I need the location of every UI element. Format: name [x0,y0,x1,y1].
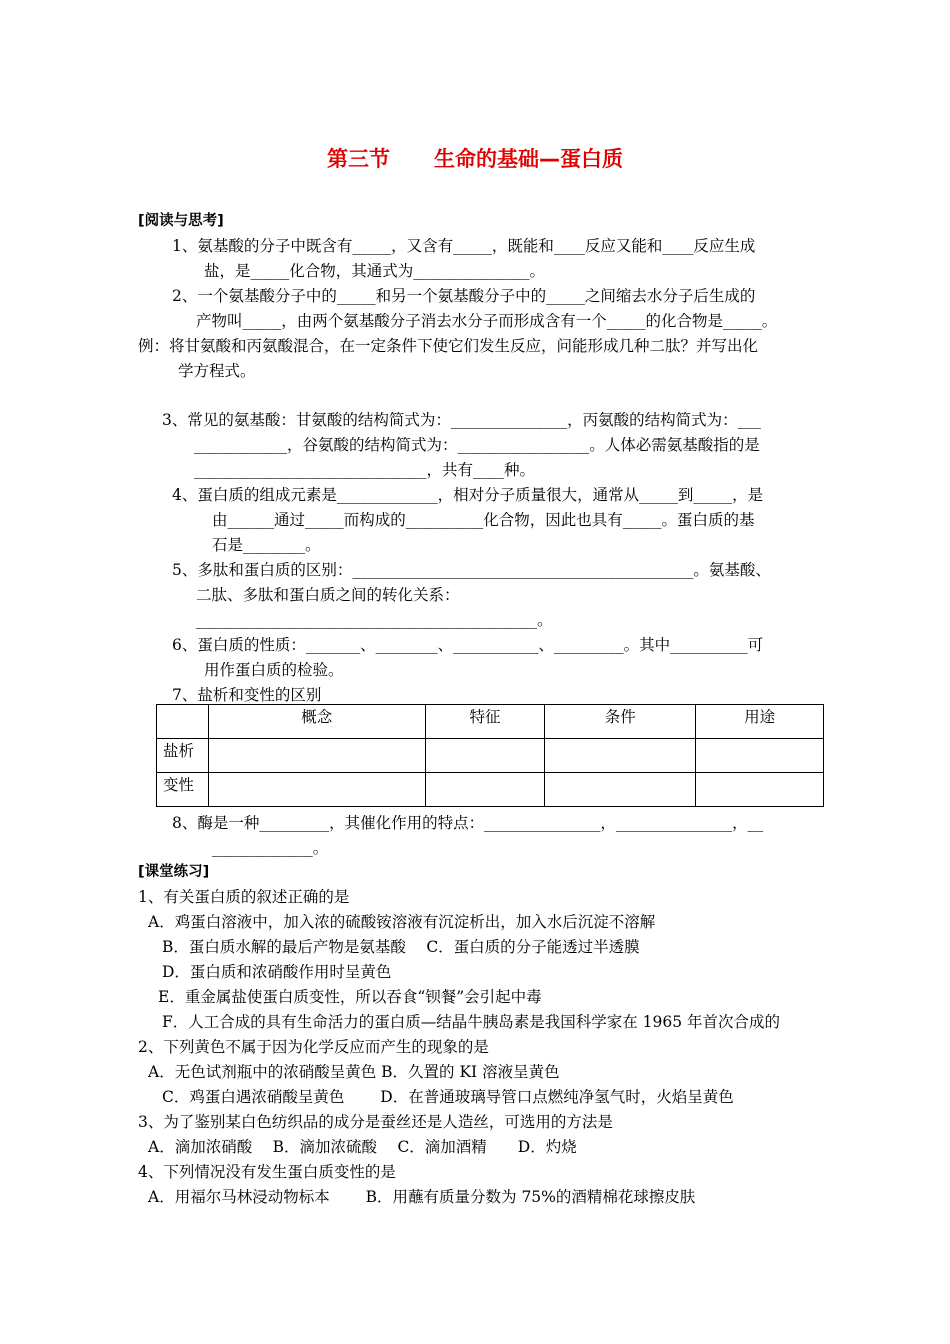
table-row-label: 变性 [157,773,209,807]
table-cell [545,773,696,807]
option-line: E．重金属盐使蛋白质变性，所以吞食“钡餐”会引起中毒 [158,988,542,1006]
table-header-row [157,705,824,739]
question-line: 1、有关蛋白质的叙述正确的是 [138,888,350,906]
reading-line: 学方程式。 [178,362,256,380]
table-cell [696,739,824,773]
reading-line: ____________________________________________。 [196,611,553,629]
reading-line: 7、盐析和变性的区别 [172,686,322,704]
comparison-table [156,704,824,807]
table-cell [545,739,696,773]
reading-line: 盐，是_____化合物，其通式为_______________。 [204,262,546,280]
table-header-cell: 条件 [545,705,696,739]
option-line: A．用福尔马林浸动物标本 B．用蘸有质量分数为 75%的酒精棉花球擦皮肤 [148,1188,696,1206]
table-cell [696,773,824,807]
table-cell [425,739,545,773]
reading-line: 4、蛋白质的组成元素是_____________，相对分子质量很大，通常从_____到_____，是 [172,486,764,504]
reading-line: 6、蛋白质的性质：_______、________、___________、_________。其中__________可 [172,636,764,654]
reading-line: _____________。 [212,839,329,857]
reading-header: [阅读与思考] [138,213,224,229]
table-cell [208,773,425,807]
table-header-cell: 用途 [696,705,824,739]
reading-line: 1、氨基酸的分子中既含有_____，又含有_____，既能和____反应又能和____反应生成 [172,237,756,255]
option-line: A．鸡蛋白溶液中，加入浓的硫酸铵溶液有沉淀析出，加入水后沉淀不溶解 [148,913,656,931]
reading-line: ______________________________，共有____种。 [194,461,536,479]
table-header-cell: 概念 [208,705,425,739]
reading-line: 8、酶是一种_________，其催化作用的特点：_______________，_______________，__ [172,814,764,832]
question-line: 2、下列黄色不属于因为化学反应而产生的现象的是 [138,1038,489,1056]
table-row-label: 盐析 [157,739,209,773]
table-row [157,739,824,773]
reading-line: 例：将甘氨酸和丙氨酸混合，在一定条件下使它们发生反应，问能形成几种二肽？并写出化 [138,337,759,355]
table-cell [425,773,545,807]
option-line: F．人工合成的具有生命活力的蛋白质—结晶牛胰岛素是我国科学家在 1965 年首次合成的 [162,1013,781,1031]
option-line: B．蛋白质水解的最后产物是氨基酸 C．蛋白质的分子能透过半透膜 [162,938,640,956]
title-section-number: 第三节 [327,147,390,171]
title-topic: 生命的基础—蛋白质 [434,147,623,171]
option-line: D．蛋白质和浓硝酸作用时呈黄色 [162,963,392,981]
option-line: A．滴加浓硝酸 B．滴加浓硫酸 C．滴加酒精 D．灼烧 [148,1138,577,1156]
table-header-cell: 特征 [425,705,545,739]
table-cell [208,739,425,773]
reading-line: 石是________。 [212,536,321,554]
reading-line: 5、多肽和蛋白质的区别：____________________________________________。氨基酸、 [172,561,771,579]
option-line: C．鸡蛋白遇浓硝酸呈黄色 D．在普通玻璃导管口点燃纯净氢气时，火焰呈黄色 [162,1088,734,1106]
practice-header: [课堂练习] [138,864,210,880]
question-line: 4、下列情况没有发生蛋白质变性的是 [138,1163,396,1181]
table-row [157,773,824,807]
reading-line: 二肽、多肽和蛋白质之间的转化关系： [196,586,460,604]
reading-line: 产物叫_____，由两个氨基酸分子消去水分子而形成含有一个_____的化合物是_____。 [196,312,778,330]
reading-line: 2、一个氨基酸分子中的_____和另一个氨基酸分子中的_____之间缩去水分子后生成的 [172,287,756,305]
reading-line: ____________，谷氨酸的结构简式为：_________________。人体必需氨基酸指的是 [194,436,760,454]
question-line: 3、为了鉴别某白色纺织品的成分是蚕丝还是人造丝，可选用的方法是 [138,1113,613,1131]
reading-line: 由______通过_____而构成的__________化合物，因此也具有_____。蛋白质的基 [212,511,755,529]
reading-line: 3、常见的氨基酸：甘氨酸的结构简式为：_______________，丙氨酸的结构简式为：___ [162,411,761,429]
page-title [0,146,950,172]
reading-line: 用作蛋白质的检验。 [204,661,344,679]
option-line: A．无色试剂瓶中的浓硝酸呈黄色 B．久置的 KI 溶液呈黄色 [148,1063,560,1081]
table-header-cell [157,705,209,739]
